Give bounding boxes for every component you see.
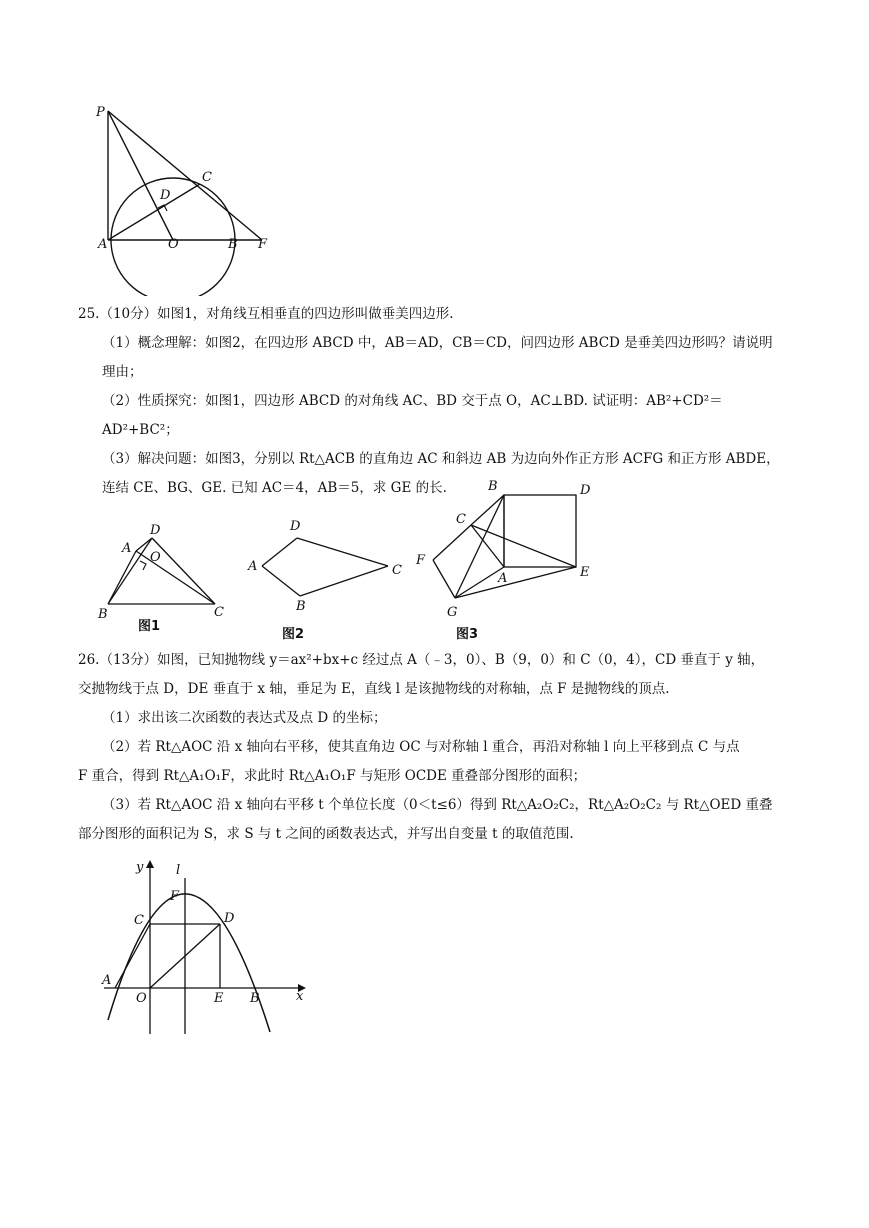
label-o: O	[168, 237, 179, 252]
q25-part1-b: 理由；	[102, 364, 143, 380]
parabola	[108, 894, 270, 1032]
fig3-label-g: G	[447, 605, 458, 620]
fig1-label-c: C	[214, 605, 224, 620]
line-ac	[108, 184, 200, 240]
label-y-axis: y	[136, 860, 144, 875]
fig1-caption: 图1	[138, 619, 161, 634]
fig3-label-d: D	[580, 483, 591, 498]
q25-head: 25.（10分）如图1，对角线互相垂直的四边形叫做垂美四边形.	[78, 306, 454, 322]
label-c: C	[202, 170, 212, 185]
fig3-label-e: E	[580, 565, 590, 580]
label-b: B	[250, 991, 260, 1006]
label-o: O	[136, 991, 147, 1006]
label-l: l	[176, 863, 181, 878]
q25-figures-svg	[90, 478, 610, 646]
fig2-label-d: D	[290, 519, 301, 534]
label-p: P	[96, 105, 105, 120]
fig3-label-a: A	[498, 571, 508, 586]
label-f: F	[170, 889, 180, 904]
fig3-caption: 图3	[456, 627, 479, 642]
q26-head-cont: 交抛物线于点 D，DE 垂直于 x 轴，垂足为 E，直线 l 是该抛物线的对称轴，点 F 是抛物线的顶点.	[78, 681, 670, 697]
figure-24	[90, 96, 290, 296]
fig2-caption: 图2	[282, 627, 305, 642]
label-x-axis: x	[296, 989, 304, 1004]
q25-part3-a: （3）解决问题：如图3，分别以 Rt△ACB 的直角边 AC 和斜边 AB 为边向外作正方形 ACFG 和正方形 ABDE，	[102, 451, 780, 467]
fig1-label-d: D	[150, 523, 161, 538]
q26-part2-a: （2）若 Rt△AOC 沿 x 轴向右平移，使其直角边 OC 与对称轴 l 重合，再沿对称轴 l 向上平移到点 C 与点	[102, 739, 740, 755]
q26-part3-a: （3）若 Rt△AOC 沿 x 轴向右平移 t 个单位长度（0＜t≤6）得到 Rt△A₂O₂C₂，Rt△A₂O₂C₂ 与 Rt△OED 重叠	[102, 797, 773, 813]
q25-part3-b: 连结 CE、BG、GE. 已知 AC＝4，AB＝5，求 GE 的长.	[102, 480, 447, 496]
figure-1	[97, 523, 224, 634]
fig3-label-b: B	[488, 479, 498, 494]
q25-figures	[90, 478, 610, 646]
fig1-label-b: B	[98, 607, 108, 622]
label-a: A	[98, 237, 108, 252]
q26-part1: （1）求出该二次函数的表达式及点 D 的坐标；	[102, 710, 387, 726]
figure-26-svg	[96, 854, 316, 1040]
fig2-label-a: A	[248, 559, 258, 574]
label-d: D	[160, 188, 171, 203]
question-26	[78, 646, 798, 849]
fig2-label-b: B	[296, 599, 306, 614]
fig3-label-f: F	[416, 553, 426, 568]
figure-2	[247, 519, 402, 642]
q26-part2-b: F 重合，得到 Rt△A₁O₁F，求此时 Rt△A₁O₁F 与矩形 OCDE 重叠部分图形的面积；	[78, 768, 587, 784]
label-b: B	[228, 237, 238, 252]
question-25	[78, 300, 798, 503]
label-c: C	[134, 913, 144, 928]
label-f: F	[258, 237, 268, 252]
q26-head: 26.（13分）如图，已知抛物线 y＝ax²+bx+c 经过点 A（﹣3，0）、B（9，0）和 C（0，4），CD 垂直于 y 轴，	[78, 652, 765, 668]
fig1-label-o: O	[150, 550, 161, 565]
q25-part2: （2）性质探究：如图1，四边形 ABCD 的对角线 AC、BD 交于点 O，AC⊥BD. 试证明：AB²+CD²＝AD²+BC²；	[102, 393, 723, 438]
figure-24-svg	[90, 96, 290, 296]
fig2-label-c: C	[392, 563, 402, 578]
figure-26	[96, 854, 316, 1040]
line-pf	[108, 111, 262, 240]
q25-part1-a: （1）概念理解：如图2，在四边形 ABCD 中，AB＝AD，CB＝CD，问四边形 ABCD 是垂美四边形吗？请说明	[102, 335, 773, 351]
figure-3	[415, 479, 591, 642]
label-e: E	[214, 991, 224, 1006]
label-a: A	[102, 973, 112, 988]
fig3-label-c: C	[456, 512, 466, 527]
label-d: D	[224, 911, 235, 926]
fig1-label-a: A	[122, 541, 132, 556]
q26-part3-b: 部分图形的面积记为 S，求 S 与 t 之间的函数表达式，并写出自变量 t 的取值范围.	[78, 826, 574, 842]
